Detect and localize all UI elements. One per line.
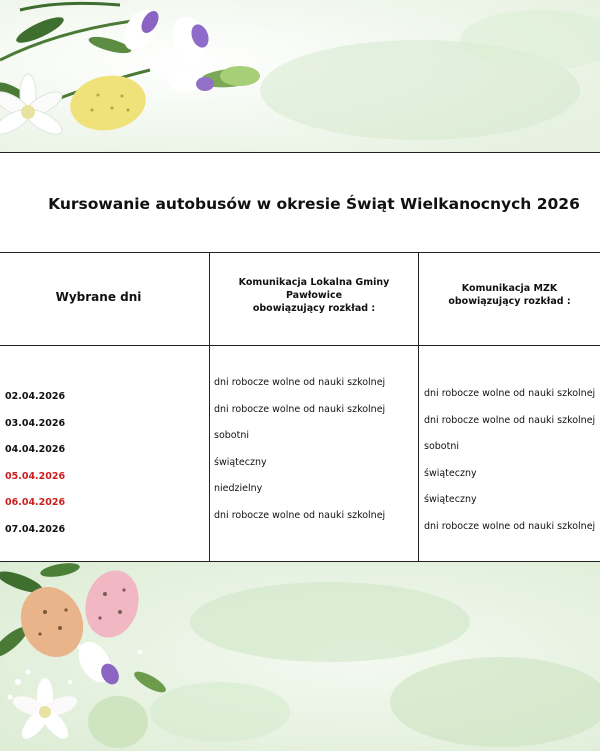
mzk-schedule-item: świąteczny (424, 467, 477, 479)
header-row (0, 253, 600, 346)
mzk-schedule-item: dni robocze wolne od nauki szkolnej (424, 388, 596, 399)
date-item: 07.04.2026 (5, 523, 66, 535)
page-title: Kursowanie autobusów w okresie Świąt Wielkanocnych 2026 (48, 194, 580, 213)
mzk-schedule-item: świąteczny (424, 494, 477, 506)
header-mzk-line2: obowiązujący rozkład : (448, 296, 571, 307)
header-local-line1: Komunikacja Lokalna Gminy Pawłowice (238, 276, 390, 301)
dates-list (5, 384, 205, 544)
mzk-schedule-item: dni robocze wolne od nauki szkolnej (424, 520, 596, 532)
date-item: 03.04.2026 (5, 417, 66, 429)
local-schedule-item: sobotni (214, 430, 249, 442)
header-mzk-line1: Komunikacja MZK (461, 283, 558, 294)
easter-decoration-top (0, 0, 600, 153)
easter-flowers-top-image (0, 0, 600, 153)
column-divider (209, 253, 210, 561)
local-schedule-item: niedzielny (214, 483, 263, 495)
date-item: 04.04.2026 (5, 444, 66, 456)
header-days (0, 253, 209, 345)
header-local-line2: obowiązujący rozkład : (252, 302, 376, 314)
header-local (210, 253, 418, 345)
local-schedule-item: dni robocze wolne od nauki szkolnej (214, 509, 386, 521)
mzk-schedule-item: sobotni (424, 441, 459, 453)
date-item-holiday: 06.04.2026 (5, 497, 66, 509)
mzk-schedule-item: dni robocze wolne od nauki szkolnej (424, 414, 596, 426)
body-row (0, 346, 600, 561)
date-item-holiday: 05.04.2026 (5, 470, 66, 482)
local-schedule-list (214, 370, 414, 530)
local-schedule-item: dni robocze wolne od nauki szkolnej (214, 403, 386, 415)
column-divider (418, 253, 419, 561)
local-schedule-item: świąteczny (214, 456, 267, 468)
easter-eggs-bottom-image (0, 562, 600, 751)
schedule-table (0, 152, 600, 562)
title-row (0, 153, 600, 253)
mzk-schedule-list (424, 381, 598, 541)
local-schedule-item: dni robocze wolne od nauki szkolnej (214, 377, 386, 388)
easter-decoration-bottom (0, 562, 600, 751)
header-days-label: Wybrane dni (55, 290, 142, 304)
header-mzk (419, 253, 600, 345)
date-item: 02.04.2026 (5, 391, 66, 402)
